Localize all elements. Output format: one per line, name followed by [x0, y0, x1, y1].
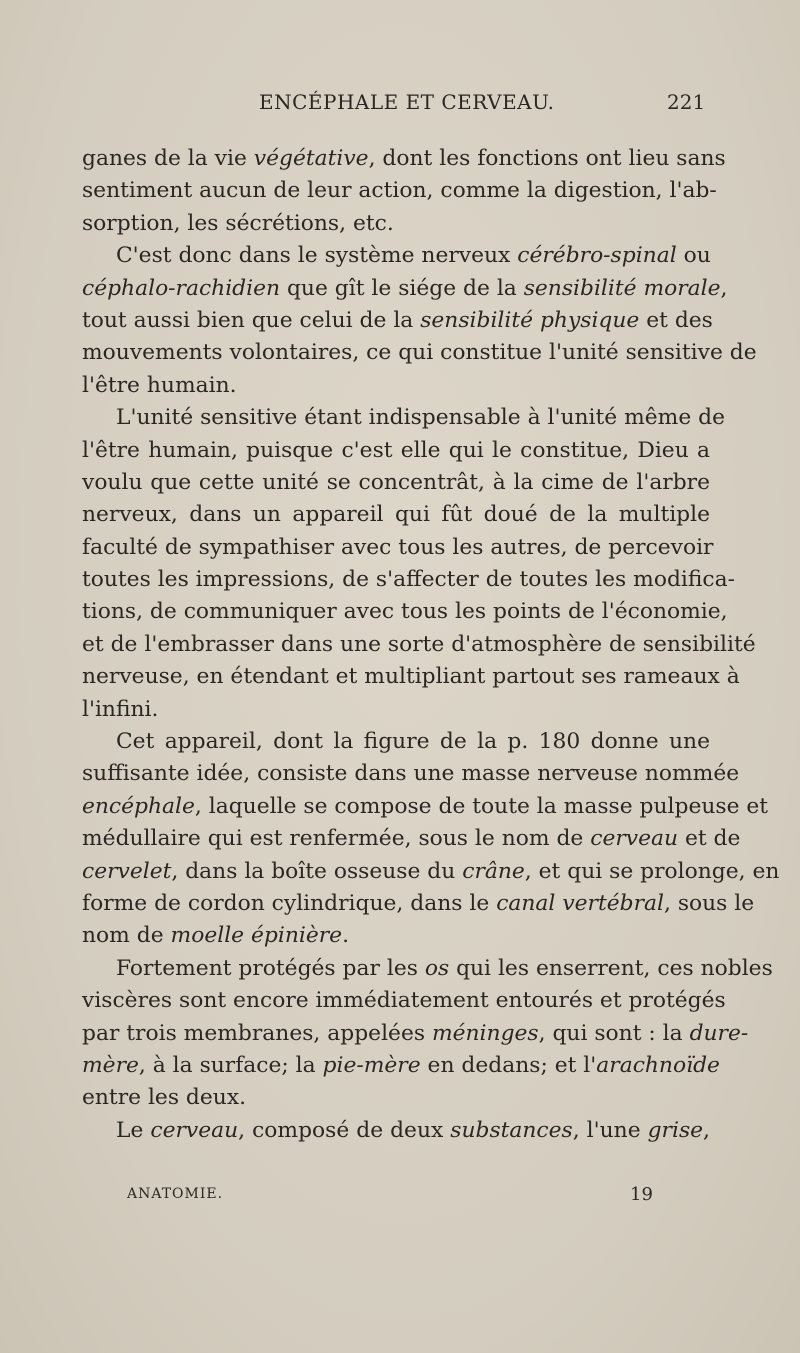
- italic-term: encéphale: [82, 793, 195, 819]
- text-line: médullaire qui est renfermée, sous le nom de cerveau et de: [82, 826, 741, 852]
- italic-term: végétative: [253, 146, 369, 171]
- body-text: [82, 143, 780, 1147]
- text-line: mouvements volontaires, ce qui constitue l'unité sensitive de: [82, 340, 757, 366]
- text-line: C'est donc dans le système nerveux cérébro-spinal ou: [116, 243, 711, 269]
- text-line: faculté de sympathiser avec tous les autres, de percevoir: [82, 534, 714, 560]
- text-line: L'unité sensitive étant indispensable à l'unité même de: [116, 405, 726, 431]
- text-line: l'être humain, puisque c'est elle qui le constitue, Dieu a: [82, 437, 710, 463]
- italic-term: pie-mère: [322, 1052, 421, 1078]
- italic-term: sensibilité physique: [420, 307, 640, 333]
- italic-term: substances: [450, 1117, 573, 1143]
- italic-term: cérébro-spinal: [517, 243, 677, 269]
- text-line: l'infini.: [82, 696, 159, 722]
- italic-term: mère: [82, 1052, 139, 1078]
- page-number: 221: [667, 90, 706, 114]
- italic-term: arachnoïde: [596, 1052, 720, 1078]
- text-line: Fortement protégés par les os qui les enserrent, ces nobles: [116, 955, 773, 981]
- running-head: [0, 90, 800, 120]
- sheet-number: 19: [630, 1184, 653, 1205]
- text-line: forme de cordon cylindrique, dans le canal vertébral, sous le: [82, 890, 755, 916]
- text-line: sorption, les sécrétions, etc.: [82, 210, 394, 236]
- italic-term: cerveau: [590, 826, 679, 852]
- text-line: nerveux, dans un appareil qui fût doué de la multiple: [82, 502, 710, 528]
- text-line: Cet appareil, dont la figure de la p. 180 donne une: [116, 729, 710, 755]
- text-line: Le cerveau, composé de deux substances, l'une grise,: [116, 1117, 710, 1143]
- italic-term: sensibilité morale: [523, 275, 721, 301]
- signature-mark: ANATOMIE.: [127, 1186, 224, 1202]
- italic-term: cervelet: [82, 858, 172, 884]
- text-line: encéphale, laquelle se compose de toute la masse pulpeuse et: [82, 793, 769, 819]
- italic-term: canal vertébral: [496, 890, 664, 916]
- text-line: nom de moelle épinière.: [82, 923, 349, 949]
- italic-term: méninges: [431, 1020, 539, 1046]
- text-line: toutes les impressions, de s'affecter de toutes les modifica-: [82, 567, 735, 593]
- text-line: cervelet, dans la boîte osseuse du crâne, et qui se prolonge, en: [82, 858, 780, 884]
- text-line: voulu que cette unité se concentrât, à la cime de l'arbre: [82, 469, 710, 495]
- running-title: ENCÉPHALE ET CERVEAU.: [259, 90, 555, 114]
- text-line: ganes de la vie végétative, dont les fonctions ont lieu sans: [82, 146, 726, 171]
- text-line: tions, de communiquer avec tous les points de l'économie,: [82, 599, 728, 625]
- text-line: mère, à la surface; la pie-mère en dedans; et l'arachnoïde: [82, 1052, 720, 1078]
- text-line: entre les deux.: [82, 1085, 247, 1111]
- page-footer: [0, 1186, 800, 1210]
- text-line: nerveuse, en étendant et multipliant partout ses rameaux à: [82, 664, 740, 690]
- text-line: céphalo-rachidien que gît le siége de la sensibilité morale,: [82, 275, 728, 301]
- text-line: sentiment aucun de leur action, comme la digestion, l'ab-: [82, 178, 717, 204]
- italic-term: os: [424, 955, 450, 981]
- italic-term: crâne: [462, 858, 525, 884]
- italic-term: moelle épinière: [170, 923, 343, 949]
- text-line: par trois membranes, appelées méninges, qui sont : la dure-: [82, 1020, 749, 1046]
- text-line: l'être humain.: [82, 372, 237, 398]
- text-line: et de l'embrasser dans une sorte d'atmosphère de sensibilité: [82, 631, 756, 657]
- italic-term: dure-: [689, 1020, 749, 1046]
- text-line: viscères sont encore immédiatement entourés et protégés: [82, 988, 726, 1014]
- text-line: suffisante idée, consiste dans une masse nerveuse nommée: [82, 761, 740, 787]
- italic-term: grise: [647, 1117, 704, 1143]
- italic-term: cerveau: [150, 1117, 239, 1143]
- text-line: tout aussi bien que celui de la sensibilité physique et des: [82, 307, 713, 333]
- italic-term: céphalo-rachidien: [82, 275, 281, 301]
